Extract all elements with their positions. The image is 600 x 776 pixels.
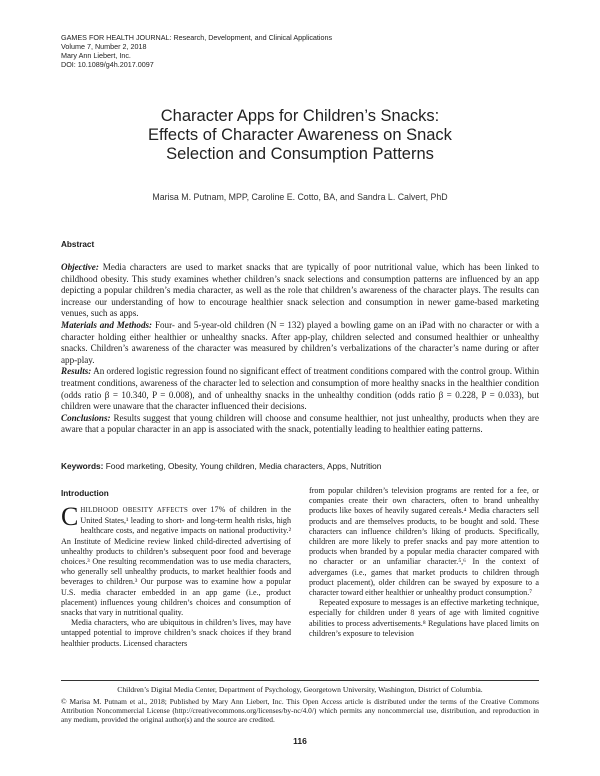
article-title [60,107,540,164]
page-number: 116 [293,736,307,746]
journal-doi: DOI: 10.1089/g4h.2017.0097 [61,60,154,69]
journal-info [61,33,332,69]
abstract-conclusions [61,413,539,436]
keywords [61,461,381,471]
keywords-label: Keywords: [61,461,104,471]
intro-paragraph-1 [61,502,291,618]
drop-cap: C [61,502,79,531]
results-label: Results: [61,366,92,377]
journal-publisher: Mary Ann Liebert, Inc. [61,51,131,60]
footnote-divider [61,680,539,681]
abstract-body [61,262,539,436]
conclusions-text: Results suggest that young children will choose and consume healthier, not just unhealthy, products when they are aware that a popular character in an app is associated with the snack, potentially leading to healthier eating patterns. [61,412,539,435]
license-notice: © Marisa M. Putnam et al., 2018; Published by Mary Ann Liebert, Inc. This Open Access article is distributed under the terms of the Creative Commons Attribution Noncommercial License (http://creativecommons.org/licenses/by-nc/4.0/) which permits any noncommercial use, distribution, and reproduction in any medium, provided the original author(s) and the source are credited. [61,697,539,724]
introduction-heading: Introduction [61,489,109,498]
abstract-objective [61,262,539,320]
methods-label: Materials and Methods: [61,319,153,330]
methods-text: Four- and 5-year-old children (N = 132) played a bowling game on an iPad with no character or with a character holding either healthier or unhealthy snacks. After app-play, children selected and consumed healthier or unhealthy snacks. Children’s awareness of the character was measured by children’s verbalizations of the character’s name during or after app-play. [61,319,539,365]
journal-volume: Volume 7, Number 2, 2018 [61,42,147,51]
title-line-3: Selection and Consumption Patterns [166,145,434,163]
abstract-results [61,366,539,412]
keywords-text: Food marketing, Obesity, Young children, Media characters, Apps, Nutrition [103,461,382,471]
body-column-left [61,502,291,649]
title-line-2: Effects of Character Awareness on Snack [148,126,452,144]
abstract-heading: Abstract [61,240,95,249]
author-affiliation: Children’s Digital Media Center, Department of Psychology, Georgetown University, Washington, District of Columbia. [117,685,483,694]
title-line-1: Character Apps for Children’s Snacks: [160,107,440,125]
conclusions-label: Conclusions: [61,412,111,423]
author-list: Marisa M. Putnam, MPP, Caroline E. Cotto, BA, and Sandra L. Calvert, PhD [152,192,448,202]
small-caps-lead: HILDHOOD OBESITY AFFECTS [80,507,189,514]
body-column-right [309,486,539,639]
abstract-methods [61,320,539,366]
journal-name: GAMES FOR HEALTH JOURNAL: Research, Development, and Clinical Applications [61,33,333,42]
intro-paragraph-2: Media characters, who are ubiquitous in children’s lives, may have untapped potential to improve children’s snack choices if they brand healthier products. Licensed characters [61,618,291,648]
objective-label: Objective: [61,262,99,272]
objective-text: Media characters are used to market snacks that are typically of poor nutritional value, which has been linked to childhood obesity. This study examines whether children’s snack selections and consumption patterns are influenced by an app depicting a popular children’s media character, as well as the role that children’s awareness of the character plays. The results can increase our understanding of how to encourage healthier snack selection and consumption in newer game-based marketing venues, such as apps. [61,262,539,319]
intro-paragraph-3: from popular children’s television programs are rented for a fee, or companies create their own characters, often to brand unhealthy products like boxes of heavily sugared cereals.⁴ Media characters sell products and are themselves products, to be bought and sold. These characters can influence children’s liking of products. Specifically, children are more likely to prefer snacks and pay more attention to products when branded by a popular media character compared with no character or an unfamiliar character.⁵,⁶ In the context of advergames (i.e., games that market products to children through product placement), older children can be swayed by exposure to a character toward either healthier or unhealthy product consumption.⁷ [309,486,539,598]
intro-paragraph-1-text: over 17% of children in the United States,¹ leading to short- and long-term health risks, high healthcare costs, and negative impacts on national productivity.² An Institute of Medicine review linked child-directed advertising of unhealthy products to children’s subsequent poor food and beverage choices.³ One resulting recommendation was to use media characters, who generally sell unhealthy products, to market healthier foods and beverages to children.³ Our purpose was to examine how a popular U.S. media character embedded in an app game (i.e., product placement) influences young children’s choices and consumption of snacks that vary in nutritional quality. [61,505,291,618]
results-text: An ordered logistic regression found no significant effect of treatment conditions compared with the control group. Within treatment conditions, awareness of the character led to selection and consumption of more healthy snacks in the healthier condition (odds ratio β = 10.340, P = 0.008), and of unhealthy snacks in the unhealthy condition (odds ratio β = 0.228, P = 0.033), but children were unaware that the character influenced their decisions. [61,366,539,412]
intro-paragraph-4: Repeated exposure to messages is an effective marketing technique, especially for children under 8 years of age with limited cognitive abilities to process advertisements.⁸ Regulations have placed limits on children’s exposure to television [309,598,539,638]
